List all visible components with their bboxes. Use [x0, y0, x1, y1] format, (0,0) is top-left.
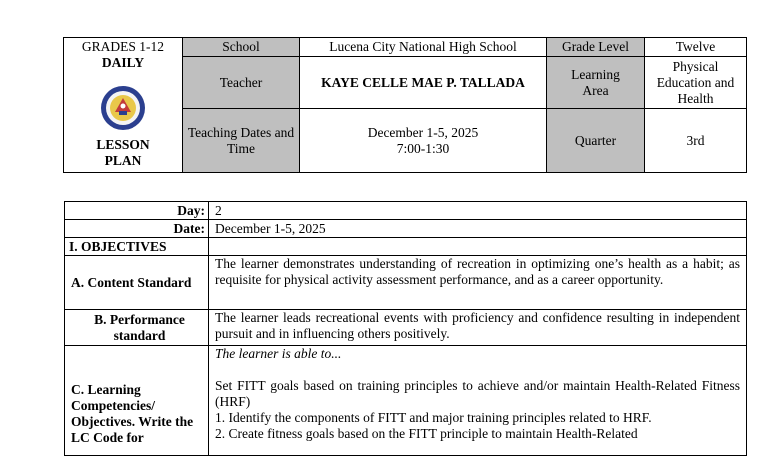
grade-level-label: Grade Level [547, 38, 645, 57]
daily-text: DAILY [101, 55, 145, 70]
grade-level-value: Twelve [645, 38, 747, 57]
competencies-label: C. Learning Competencies/ Objectives. Write the LC Code for [65, 346, 209, 456]
content-standard-text: The learner demonstrates understanding of recreation in optimizing one’s health as a habit; as requisite for physical activity assessment performance, and as a career opportunity. [209, 256, 747, 310]
competencies-line2: 1. Identify the components of FITT and major training principles related to HRF. [215, 410, 652, 425]
deped-seal-icon [100, 85, 146, 131]
quarter-label: Quarter [547, 109, 645, 173]
competencies-intro: The learner is able to... [215, 346, 342, 361]
header-table [63, 37, 747, 173]
quarter-value: 3rd [645, 109, 747, 173]
teaching-time-value: 7:00-1:30 [396, 140, 450, 156]
objectives-heading: I. OBJECTIVES [65, 238, 209, 256]
teacher-value: KAYE CELLE MAE P. TALLADA [300, 57, 547, 109]
day-value: 2 [209, 202, 747, 220]
competencies-cell [209, 346, 747, 456]
plan-text: PLAN [104, 153, 142, 168]
content-standard-label: A. Content Standard [65, 256, 209, 310]
grades-line: GRADES 1-12 [81, 39, 165, 54]
objectives-empty-cell [209, 238, 747, 256]
teaching-dates-label: Teaching Dates and Time [183, 109, 300, 173]
dlp-title-cell [64, 38, 183, 173]
lesson-text: LESSON [96, 137, 150, 152]
performance-standard-text: The learner leads recreational events with proficiency and confidence resulting in independent pursuit and in influencing others positively. [209, 310, 747, 346]
competencies-line1: Set FITT goals based on training principles to achieve and/or maintain Health-Related Fitness (HRF) [215, 378, 740, 409]
school-value: Lucena City National High School [300, 38, 547, 57]
lesson-plan-table [64, 201, 747, 456]
teaching-dates-cell [300, 109, 547, 173]
date-value: December 1-5, 2025 [209, 220, 747, 238]
school-label: School [183, 38, 300, 57]
date-label: Date: [65, 220, 209, 238]
learning-area-value: Physical Education and Health [645, 57, 747, 109]
performance-standard-label: B. Performance standard [65, 310, 209, 346]
competencies-line3: 2. Create fitness goals based on the FITT principle to maintain Health-Related [215, 426, 638, 441]
day-label: Day: [65, 202, 209, 220]
teacher-label: Teacher [183, 57, 300, 109]
teaching-dates-value: December 1-5, 2025 [367, 124, 479, 140]
learning-area-label: Learning Area [547, 57, 645, 109]
